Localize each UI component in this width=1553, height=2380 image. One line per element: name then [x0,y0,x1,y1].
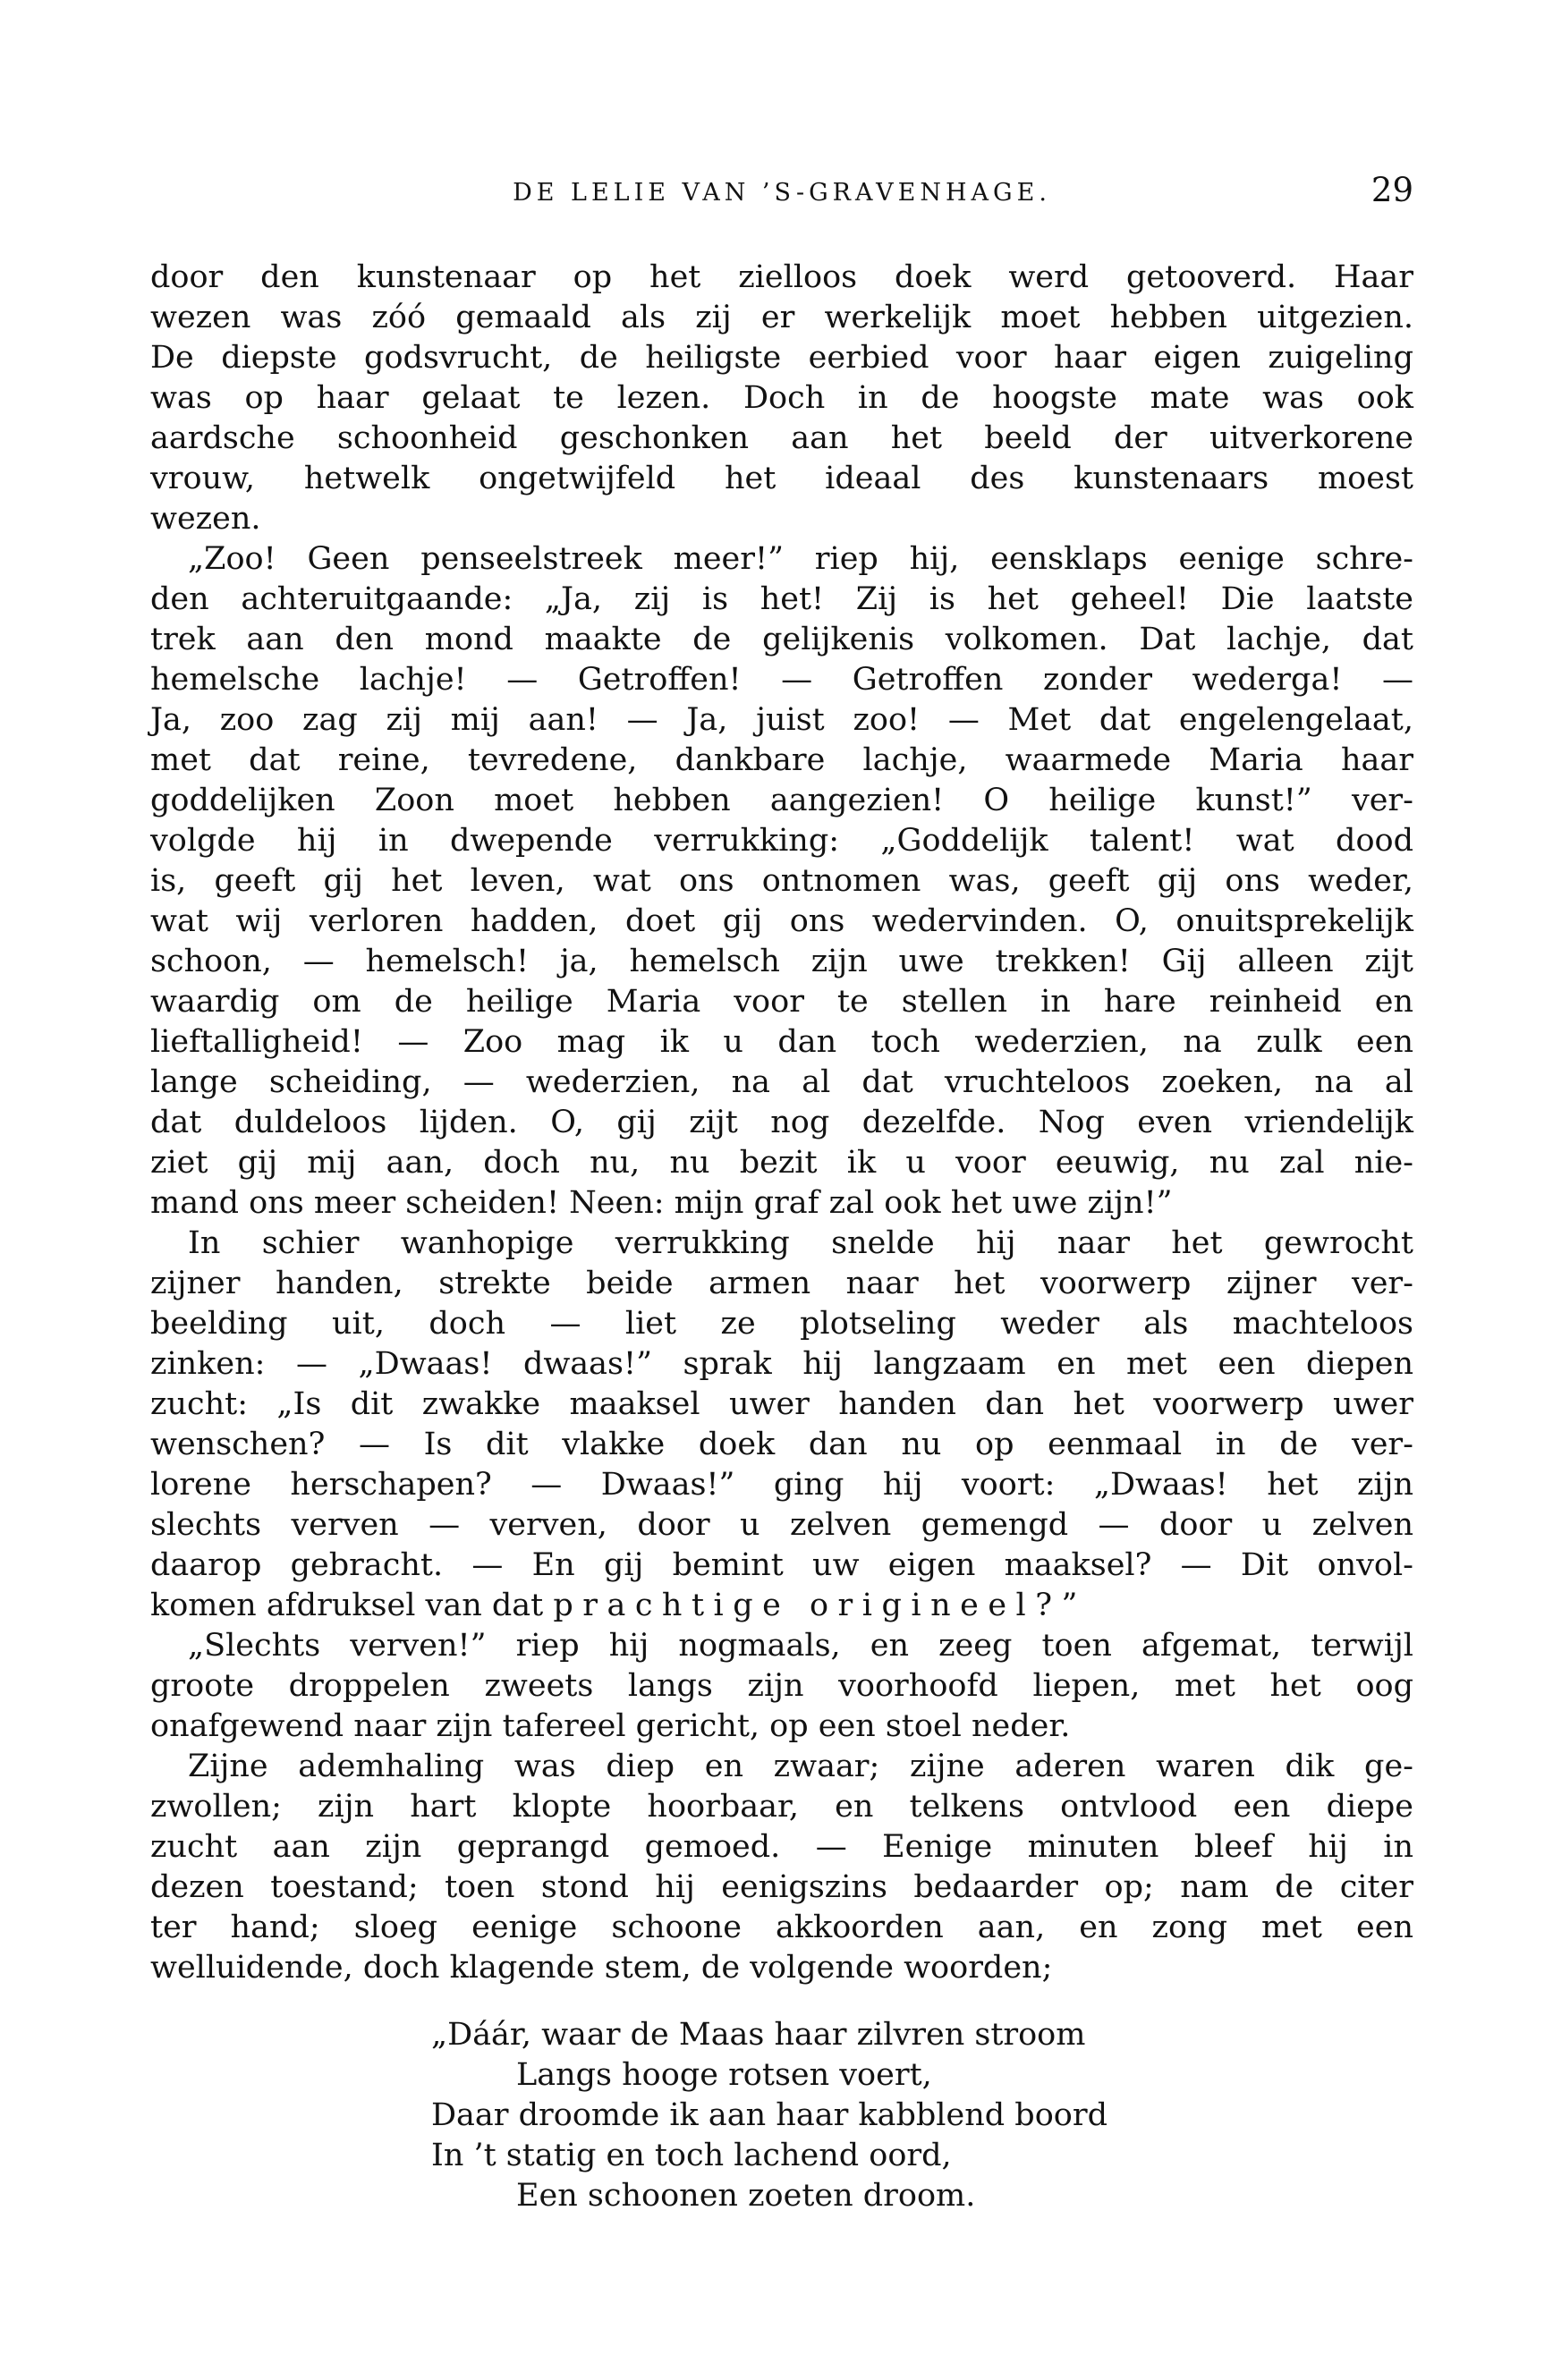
text-line: zinken: — „Dwaas! dwaas!” sprak hij langzaam en met een diepen [150,1346,1413,1382]
text-line: lange scheiding, — wederzien, na al dat vruchteloos zoeken, na al [150,1064,1413,1100]
running-title: DE LELIE VAN ’S-GRAVENHAGE. [513,179,1051,207]
text-line: hemelsche lachje! — Getroffen! — Getroffen zonder wederga! — [150,662,1413,698]
page-header [150,171,1413,218]
verse-line: Langs hooge rotsen voert, [516,2057,932,2093]
text-line: „Zoo! Geen penseelstreek meer!” riep hij, eensklaps eenige schre- [188,541,1413,577]
text-line: groote droppelen zweets langs zijn voorhoofd liepen, met het oog [150,1668,1413,1704]
text-line: wenschen? — Is dit vlakke doek dan nu op eenmaal in de ver- [150,1427,1413,1462]
text-line: aardsche schoonheid geschonken aan het beeld der uitverkorene [150,420,1413,456]
text-line: ter hand; sloeg eenige schoone akkoorden aan, en zong met een [150,1910,1413,1945]
text-line: goddelijken Zoon moet hebben aangezien! O heilige kunst!” ver- [150,783,1413,818]
text-line: lorene herschapen? — Dwaas!” ging hij voort: „Dwaas! het zijn [150,1467,1413,1503]
text-line: Ja, zoo zag zij mij aan! — Ja, juist zoo! — Met dat engelengelaat, [150,702,1413,738]
text-line: zucht: „Is dit zwakke maaksel uwer handen dan het voorwerp uwer [150,1386,1413,1422]
text-line: zijner handen, strekte beide armen naar het voorwerp zijner ver- [150,1266,1413,1301]
text-line [150,1586,1413,1626]
body-text [150,258,1413,1988]
text-line: wat wij verloren hadden, doet gij ons wedervinden. O, onuitsprekelijk [150,903,1413,939]
text-line: door den kunstenaar op het zielloos doek werd getooverd. Haar [150,259,1413,295]
text-line: was op haar gelaat te lezen. Doch in de hoogste mate was ook [150,380,1413,416]
paragraph [150,258,1413,539]
text-line: zwollen; zijn hart klopte hoorbaar, en telkens ontvlood een diepe [150,1789,1413,1825]
text-line: lieftalligheid! — Zoo mag ik u dan toch wederzien, na zulk een [150,1024,1413,1060]
text-line: wezen. [150,501,261,537]
paragraph [150,1747,1413,1988]
text-segment: komen afdruksel van dat [150,1588,554,1623]
text-line: Zijne ademhaling was diep en zwaar; zijne aderen waren dik ge- [188,1749,1413,1784]
verse-line: „Dáár, waar de Maas haar zilvren stroom [431,2017,1086,2053]
page-number: 29 [1371,171,1413,209]
verse-line: Daar droomde ik aan haar kabblend boord [431,2097,1107,2133]
verse [431,2015,1107,2216]
text-line: beelding uit, doch — liet ze plotseling weder als machteloos [150,1306,1413,1342]
text-line: ziet gij mij aan, doch nu, nu bezit ik u voor eeuwig, nu zal nie- [150,1145,1413,1181]
verse-line: Een schoonen zoeten droom. [516,2178,976,2214]
text-line: dat duldeloos lijden. O, gij zijt nog dezelfde. Nog even vriendelijk [150,1105,1413,1140]
paragraph [150,539,1413,1224]
text-line: wezen was zóó gemaald als zij er werkelijk moet hebben uitgezien. [150,300,1413,335]
text-line: zucht aan zijn geprangd gemoed. — Eenige minuten bleef hij in [150,1829,1413,1865]
text-line: den achteruitgaande: „Ja, zij is het! Zij is het geheel! Die laatste [150,581,1413,617]
text-line: schoon, — hemelsch! ja, hemelsch zijn uwe trekken! Gij alleen zijt [150,944,1413,979]
text-line: daarop gebracht. — En gij bemint uw eigen maaksel? — Dit onvol- [150,1547,1413,1583]
verse-line: In ’t statig en toch lachend oord, [431,2138,952,2173]
text-line: volgde hij in dwepende verrukking: „Goddelijk talent! wat dood [150,823,1413,859]
text-line: vrouw, hetwelk ongetwijfeld het ideaal des kunstenaars moest [150,461,1413,496]
text-line: In schier wanhopige verrukking snelde hij naar het gewrocht [188,1225,1413,1261]
text-line: mand ons meer scheiden! Neen: mijn graf zal ook het uwe zijn!” [150,1185,1173,1221]
text-line: „Slechts verven!” riep hij nogmaals, en zeeg toen afgemat, terwijl [188,1628,1413,1664]
paragraph [150,1224,1413,1626]
text-line: onafgewend naar zijn tafereel gericht, op een stoel neder. [150,1708,1071,1744]
paragraph [150,1626,1413,1747]
text-line: welluidende, doch klagende stem, de volgende woorden; [150,1950,1053,1986]
text-line: is, geeft gij het leven, wat ons ontnomen was, geeft gij ons weder, [150,863,1413,899]
text-line: dezen toestand; toen stond hij eenigszins bedaarder op; nam de citer [150,1869,1413,1905]
text-line: slechts verven — verven, door u zelven gemengd — door u zelven [150,1507,1413,1543]
letterspaced-text: prachtige origineel?” [553,1588,1087,1623]
text-line: trek aan den mond maakte de gelijkenis volkomen. Dat lachje, dat [150,622,1413,657]
text-line: waardig om de heilige Maria voor te stellen in hare reinheid en [150,984,1413,1020]
text-line: De diepste godsvrucht, de heiligste eerbied voor haar eigen zuigeling [150,340,1413,376]
text-line: met dat reine, tevredene, dankbare lachje, waarmede Maria haar [150,742,1413,778]
